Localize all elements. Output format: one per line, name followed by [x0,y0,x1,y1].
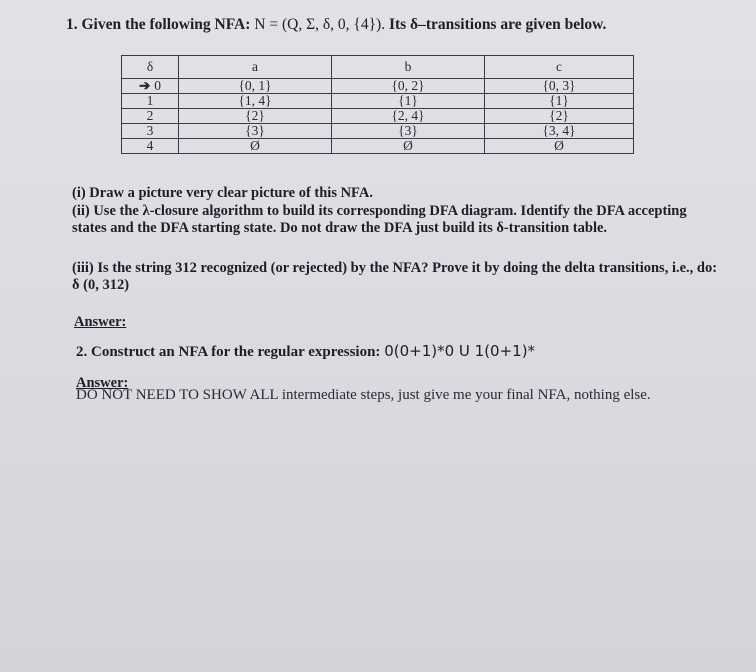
cell-a: Ø [179,139,332,154]
table-row [122,109,634,124]
transition-table [121,55,634,154]
question-1-trail: Its δ–transitions are given below. [388,16,607,33]
item-ii: (ii) Use the λ-closure algorithm to build its corresponding DFA diagram. Identify the DFA accepting states and the DFA starting state. Do not draw the DFA just build its δ-transition table. [72,203,687,236]
cell-b: {0, 2} [332,79,485,94]
cell-b: Ø [332,139,485,154]
accepting-state-label: 4 [122,139,179,154]
cell-a: {2} [179,109,332,124]
state-label: 0 [154,78,162,93]
cell-b: {3} [332,124,485,139]
nfa-definition: N = (Q, Σ, δ, 0, {4}). [254,16,386,33]
regular-expression: 0(0+1)*0 U 1(0+1)* [384,342,536,360]
state-label: 2 [122,109,179,124]
question-2-instruction: DO NOT NEED TO SHOW ALL intermediate steps, just give me your final NFA, nothing else. [76,387,651,403]
cell-c: Ø [485,139,634,154]
question-1-title [66,16,606,34]
table-header-row [122,56,634,79]
question-2-title [76,342,535,361]
question-2-lead: 2. Construct an NFA for the regular expression: [76,344,381,360]
start-arrow-icon: ➔ [138,78,151,93]
cell-a: {3} [179,124,332,139]
cell-a: {1, 4} [179,94,332,109]
header-b: b [332,56,485,79]
state-cell [122,79,179,94]
header-c: c [485,56,634,79]
state-label: 3 [122,124,179,139]
cell-c: {1} [485,94,634,109]
table-row [122,139,634,154]
cell-a: {0, 1} [179,79,332,94]
header-delta: δ [122,56,179,79]
state-label: 1 [122,94,179,109]
cell-b: {1} [332,94,485,109]
cell-c: {2} [485,109,634,124]
cell-b: {2, 4} [332,109,485,124]
table-row [122,79,634,94]
table-row [122,124,634,139]
item-iii: (iii) Is the string 312 recognized (or rejected) by the NFA? Prove it by doing the delta transitions, i.e., do: δ (0, 312) [72,260,718,293]
header-a: a [179,56,332,79]
cell-c: {0, 3} [485,79,634,94]
item-i: (i) Draw a picture very clear picture of this NFA. [72,185,373,201]
table-row [122,94,634,109]
cell-c: {3, 4} [485,124,634,139]
question-1-lead: 1. Given the following NFA: [66,16,251,33]
answer-2-label: Answer: [76,375,129,391]
answer-1-label: Answer: [74,314,127,330]
